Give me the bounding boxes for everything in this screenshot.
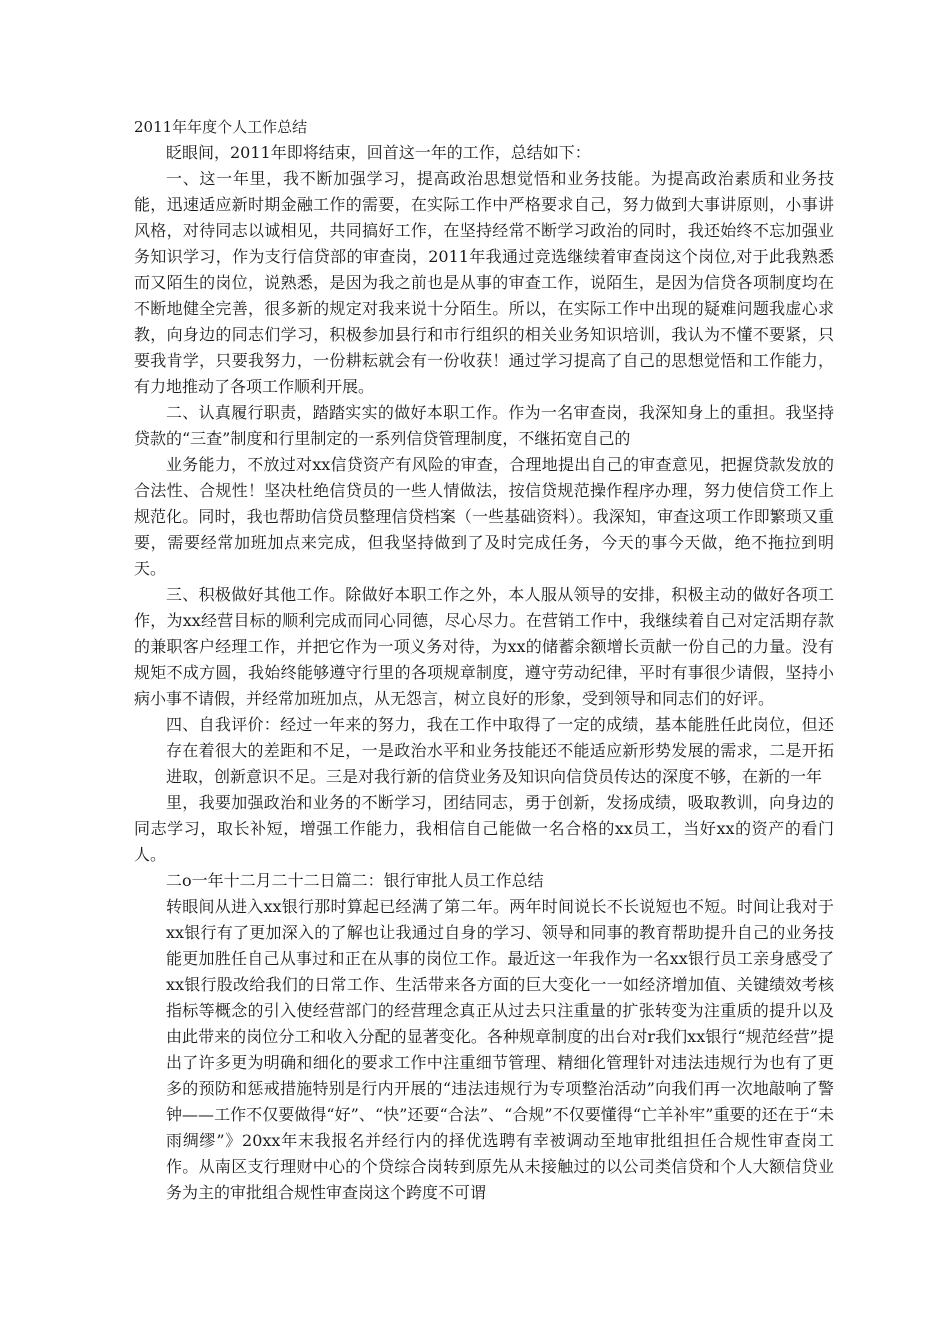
date-and-second-title: 二o一年十二月二十二日篇二：银行审批人员工作总结 (166, 871, 544, 890)
paragraph-intro: 眨眼间，2011年即将结束，回首这一年的工作，总结如下： (166, 143, 591, 162)
paragraph-section-4: 四、自我评价：经过一年来的努力，我在工作中取得了一定的成绩，基本能胜任此岗位，但还存在着很大的差距和不足，一是政治水平和业务技能还不能适应新形势发展的需求，二是开拓进取，创新意识不足。三是对我行新的信贷业务及知识向信贷员传达的深度不够，在新的一年 (166, 715, 834, 786)
paragraph-section-3: 三、积极做好其他工作。除做好本职工作之外，本人服从领导的安排，积极主动的做好各项工作，为xx经营目标的顺利完成而同心同德，尽心尽力。在营销工作中，我继续着自己对定活期存款的兼职客户经理工作，并把它作为一项义务对待，为xx的储蓄余额增长贡献一份自己的力量。没有规矩不成方圆，我始终能够遵守行里的各项规章制度，遵守劳动纪律，平时有事很少请假，坚持小病小事不请假，并经常加班加点，从无怨言，树立良好的形象，受到领导和同志们的好评。 (134, 585, 834, 708)
paragraph-second-summary: 转眼间从进入xx银行那时算起已经满了第二年。两年时间说长不长说短也不短。时间让我对于xx银行有了更加深入的了解也让我通过自身的学习、领导和同事的教育帮助提升自己的业务技能更加胜任自己从事过和正在从事的岗位工作。最近这一年我作为一名xx银行员工亲身感受了xx银行股改给我们的日常工作、生活带来各方面的巨大变化一一如经济增加值、关键绩效考核指标等概念的引入使经营部门的经营理念真正从过去只注重量的扩张转变为注重质的提升以及由此带来的岗位分工和收入分配的显著变化。各种规章制度的出台对r我们xx银行“规范经营”提出了许多更为明确和细化的要求工作中注重细节管理、精细化管理针对违法违规行为也有了更多的预防和惩戒措施特别是行内开展的“违法违规行为专项整治活动”向我们再一次地敲响了警钟——工作不仅要做得“好”、“快”还要“合法”、“合规”不仅要懂得“亡羊补牢”重要的还在于“未雨绸缪”》20xx年末我报名并经行内的择优选聘有幸被调动至地审批组担任合规性审查岗工作。从南区支行理财中心的个贷综合岗转到原先从未接触过的以公司类信贷和个人大额信贷业务为主的审批组合规性审查岗这个跨度不可谓 (166, 897, 834, 1202)
document-body (134, 114, 834, 1206)
document-title: 2011年年度个人工作总结 (134, 118, 308, 136)
paragraph-section-4-continued: 里，我要加强政治和业务的不断学习，团结同志，勇于创新，发扬成绩，吸取教训，向身边的同志学习，取长补短，增强工作能力，我相信自己能做一名合格的xx员工，当好xx的资产的看门人。 (134, 793, 834, 864)
paragraph-section-2-continued: 业务能力，不放过对xx信贷资产有风险的审查，合理地提出自己的审查意见，把握贷款发放的合法性、合规性！坚决杜绝信贷员的一些人情做法，按信贷规范操作程序办理，努力使信贷工作上规范化。同时，我也帮助信贷员整理信贷档案（一些基础资料）。我深知，审查这项工作即繁琐又重要，需要经常加班加点来完成，但我坚持做到了及时完成任务，今天的事今天做，绝不拖拉到明天。 (134, 455, 834, 578)
paragraph-section-1: 一、这一年里，我不断加强学习，提高政治思想觉悟和业务技能。为提高政治素质和业务技能，迅速适应新时期金融工作的需要，在实际工作中严格要求自己，努力做到大事讲原则，小事讲风格，对待同志以诚相见，共同搞好工作，在坚持经常不断学习政治的同时，我还始终不忘加强业务知识学习，作为支行信贷部的审查岗，2011年我通过竞选继续着审查岗这个岗位,对于此我熟悉而又陌生的岗位，说熟悉，是因为我之前也是从事的审查工作，说陌生，是因为信贷各项制度均在不断地健全完善，很多新的规定对我来说十分陌生。所以，在实际工作中出现的疑难问题我虚心求教，向身边的同志们学习，积极参加县行和市行组织的相关业务知识培训，我认为不懂不要紧，只要我肯学，只要我努力，一份耕耘就会有一份收获！通过学习提高了自己的思想觉悟和工作能力，有力地推动了各项工作顺利开展。 (134, 169, 834, 396)
paragraph-section-2: 二、认真履行职责，踏踏实实的做好本职工作。作为一名审查岗，我深知身上的重担。我坚持贷款的“三查”制度和行里制定的一系列信贷管理制度，不继拓宽自己的 (134, 403, 834, 448)
